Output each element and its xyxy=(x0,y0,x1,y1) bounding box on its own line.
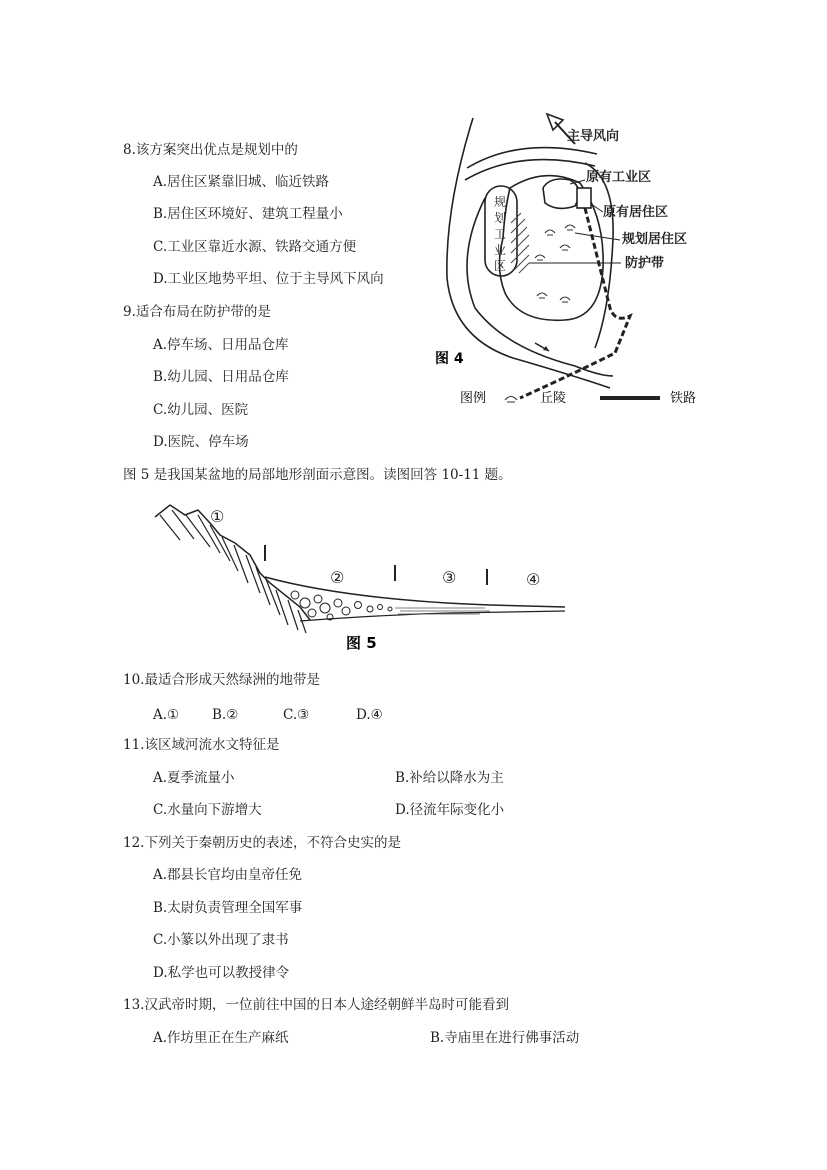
q10-stem: 10.最适合形成天然绿洲的地带是 xyxy=(123,672,320,688)
figure-4-map xyxy=(425,108,715,413)
q13-option-a: A.作坊里正在生产麻纸 xyxy=(153,1030,289,1046)
q11-option-c: C.水量向下游增大 xyxy=(153,802,262,818)
zone-2-label: ② xyxy=(330,568,345,587)
q12-option-d: D.私学也可以教授律令 xyxy=(153,965,290,981)
legend-hill: 丘陵 xyxy=(540,391,567,406)
q12-stem: 12.下列关于秦朝历史的表述，不符合史实的是 xyxy=(123,835,401,851)
q10-option-d: D.④ xyxy=(356,707,383,723)
figure-4-caption: 图 4 xyxy=(435,351,464,367)
q9-option-b: B.幼儿园、日用品仓库 xyxy=(153,369,289,385)
old-residential-box xyxy=(577,188,591,208)
hill-icon xyxy=(565,225,575,230)
zone-1-label: ① xyxy=(210,507,225,526)
figure-5-intro: 图 5 是我国某盆地的局部地形剖面示意图。读图回答 10-11 题。 xyxy=(123,467,512,483)
q12-option-b: B.太尉负责管理全国军事 xyxy=(153,900,303,916)
q13-option-b: B.寺庙里在进行佛事活动 xyxy=(430,1030,580,1046)
svg-text:规: 规 xyxy=(494,195,507,209)
road-upper-2 xyxy=(467,148,597,168)
hill-icon xyxy=(560,297,570,302)
legend-rail: 铁路 xyxy=(670,391,697,406)
q12-option-a: A.郡县长官均由皇帝任免 xyxy=(153,867,303,883)
figure-5-profile xyxy=(150,495,570,655)
legend-hill-icon xyxy=(505,397,517,403)
boundary-left-outer xyxy=(447,118,610,388)
q9-option-a: A.停车场、日用品仓库 xyxy=(153,337,289,353)
label-old-industrial: 原有工业区 xyxy=(586,170,652,185)
label-plan-residential: 规划居住区 xyxy=(622,232,688,247)
hill-icon xyxy=(545,230,555,235)
q10-option-a: A.① xyxy=(153,707,180,723)
q13-stem: 13.汉武帝时期，一位前往中国的日本人途经朝鲜半岛时可能看到 xyxy=(123,997,509,1013)
buffer-hatching xyxy=(511,213,529,273)
q11-option-a: A.夏季流量小 xyxy=(153,770,235,786)
hill-icon xyxy=(537,293,547,298)
q9-option-c: C.幼儿园、医院 xyxy=(153,402,249,418)
q9-stem: 9.适合布局在防护带的是 xyxy=(123,304,271,320)
figure-5-caption: 图 5 xyxy=(346,634,377,652)
mountain-hatching xyxy=(160,510,306,633)
q8-stem: 8.该方案突出优点是规划中的 xyxy=(123,142,298,158)
q10-option-c: C.③ xyxy=(283,707,310,723)
road-upper-1 xyxy=(465,160,595,180)
subsurface-line xyxy=(300,611,565,621)
svg-text:划: 划 xyxy=(494,211,507,225)
svg-text:业: 业 xyxy=(494,243,507,257)
svg-text:工: 工 xyxy=(494,227,507,241)
q9-option-d: D.医院、停车场 xyxy=(153,434,249,450)
q8-option-a: A.居住区紧靠旧城、临近铁路 xyxy=(153,174,330,190)
label-buffer: 防护带 xyxy=(625,256,665,271)
legend-rail-icon xyxy=(600,396,660,400)
label-planned-industrial xyxy=(494,194,506,273)
label-wind: 主导风向 xyxy=(567,129,620,144)
hill-icon xyxy=(560,245,570,250)
boundary-left-inner xyxy=(467,198,613,376)
q8-option-c: C.工业区靠近水源、铁路交通方便 xyxy=(153,239,357,255)
legend-label: 图例 xyxy=(460,391,487,406)
q11-option-d: D.径流年际变化小 xyxy=(395,802,505,818)
q8-option-b: B.居住区环境好、建筑工程量小 xyxy=(153,206,343,222)
q10-option-b: B.② xyxy=(212,707,239,723)
q12-option-c: C.小篆以外出现了隶书 xyxy=(153,932,289,948)
zone-3-label: ③ xyxy=(442,568,457,587)
mountain-slope xyxy=(155,505,310,620)
label-old-residential: 原有居住区 xyxy=(603,205,669,220)
q8-option-d: D.工业区地势平坦、位于主导风下风向 xyxy=(153,271,384,287)
q11-option-b: B.补给以降水为主 xyxy=(395,770,504,786)
hill-icon xyxy=(535,255,545,260)
zone-4-label: ④ xyxy=(526,570,541,589)
q11-stem: 11.该区域河流水文特征是 xyxy=(123,737,280,753)
svg-text:区: 区 xyxy=(494,259,507,273)
